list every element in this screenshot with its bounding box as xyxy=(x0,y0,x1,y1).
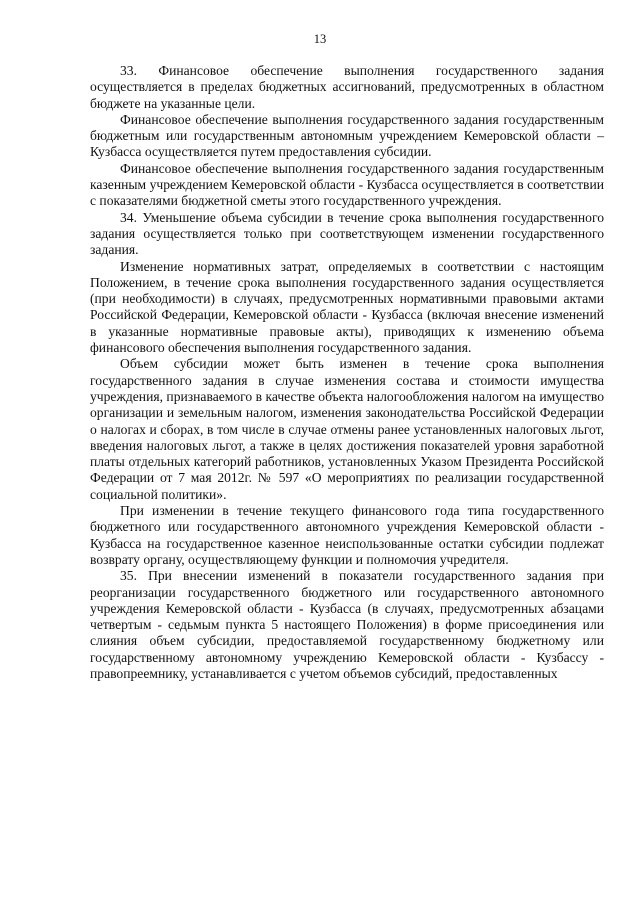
paragraph-state-institution-funding: Финансовое обеспечение выполнения государственного задания государственным казенным учреждением Кемеровской области - Кузбасса осуществляется в соответствии с показателями бюджетной сметы этого государственного учреждения. xyxy=(90,160,604,209)
paragraph-subsidy-volume-change: Объем субсидии может быть изменен в течение срока выполнения государственного задания в случае изменения состава и стоимости имущества учреждения, признаваемого в качестве объекта налогообложения налогом на имущество организации и земельным налогом, изменения законодательства Российской Федерации о налогах и сборах, в том числе в случае отмены ранее установленных налоговых льгот, введения налоговых льгот, а также в целях достижения показателей уровня заработной платы отдельных категорий работников, установленных Указом Президента Российской Федерации от 7 мая 2012г. № 597 «О мероприятиях по реализации государственной социальной политики». xyxy=(90,356,604,502)
paragraph-35: 35. При внесении изменений в показатели государственного задания при реорганизации государственного бюджетного или государственного автономного учреждения Кемеровской области - Кузбасса (в случаях, предусмотренных абзацами четвертым - седьмым пункта 5 настоящего Положения) в форме присоединения или слияния объем субсидии, предоставляемой государственному бюджетному или государственному автономному учреждению Кемеровской области - Кузбассу - правопреемнику, устанавливается с учетом объемов субсидий, предоставленных xyxy=(90,568,604,681)
paragraph-33: 33. Финансовое обеспечение выполнения государственного задания осуществляется в пределах бюджетных ассигнований, предусмотренных в областном бюджете на указанные цели. xyxy=(90,63,604,111)
paragraph-type-change-residuals: При изменении в течение текущего финансового года типа государственного бюджетного или государственного автономного учреждения Кемеровской области - Кузбасса на государственное казенное неиспользованные остатки субсидии подлежат возврату органу, осуществляющему функции и полномочия учредителя. xyxy=(90,503,604,567)
page-number: 13 xyxy=(313,32,327,46)
paragraph-normative-costs-change: Изменение нормативных затрат, определяемых в соответствии с настоящим Положением, в течение срока выполнения государственного задания осуществляется (при необходимости) в случаях, предусмотренных нормативными правовыми актами Российской Федерации, Кемеровской области - Кузбасса (включая внесение изменений в указанные нормативные правовые акты), приводящих к изменению объема финансового обеспечения выполнения государственного задания. xyxy=(90,258,604,356)
document-body xyxy=(90,63,604,682)
paragraph-budget-autonomous-funding: Финансовое обеспечение выполнения государственного задания государственным бюджетным или государственным автономным учреждением Кемеровской области – Кузбасса осуществляется путем предоставления субсидии. xyxy=(90,111,604,160)
paragraph-34: 34. Уменьшение объема субсидии в течение срока выполнения государственного задания осуществляется только при соответствующем изменении государственного задания. xyxy=(90,209,604,258)
